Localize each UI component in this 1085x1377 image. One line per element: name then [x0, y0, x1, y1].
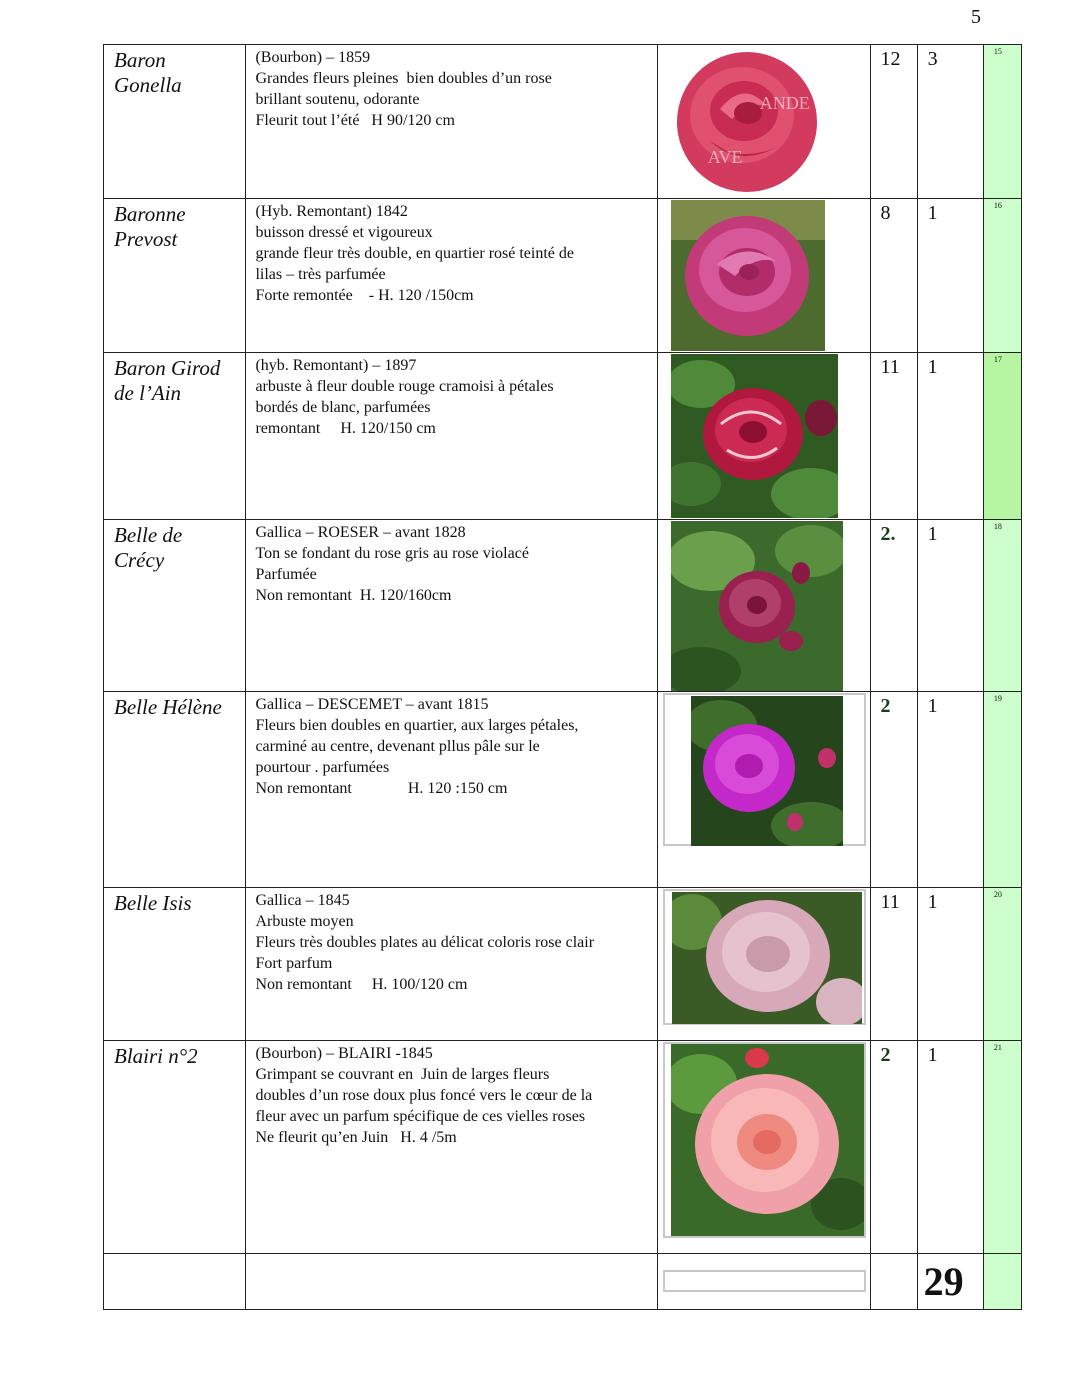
description-line: Gallica – 1845 — [255, 892, 350, 909]
description-line: arbuste à fleur double rouge cramoisi à pétales — [255, 378, 554, 395]
quantity: 8 — [880, 202, 891, 224]
total-row — [104, 1254, 1022, 1310]
table-row — [104, 520, 1022, 692]
quantity-secondary: 3 — [927, 48, 938, 70]
item-number: 21 — [993, 1043, 1002, 1052]
quantity-secondary: 1 — [927, 356, 938, 378]
description-line: Grandes fleurs pleines bien doubles d’un rose — [255, 70, 552, 87]
description-line: (Bourbon) – 1859 — [255, 49, 371, 66]
description-line: (hyb. Remontant) – 1897 — [255, 357, 417, 374]
rose-catalog-table — [103, 44, 1022, 1310]
quantity-secondary: 1 — [927, 1044, 938, 1066]
quantity: 11 — [880, 891, 900, 913]
description-line: Arbuste moyen — [255, 913, 354, 930]
quantity-secondary: 1 — [927, 523, 938, 545]
page-number: 5 — [971, 6, 981, 28]
rose-description — [246, 1041, 656, 1148]
rose-name: Belle Isis — [114, 891, 192, 915]
description-line: Non remontant H. 120/160cm — [255, 587, 452, 604]
description-line: fleur avec un parfum spécifique de ces vielles roses — [255, 1108, 586, 1125]
quantity-secondary: 1 — [927, 891, 938, 913]
watermark-text: ANDE — [759, 93, 810, 113]
description-line: Fort parfum — [255, 955, 333, 972]
description-line: lilas – très parfumée — [255, 266, 386, 283]
rose-description — [246, 888, 656, 995]
rose-description — [246, 199, 656, 306]
rose-photo — [671, 521, 843, 691]
total-count: 29 — [923, 1259, 964, 1304]
rose-description — [246, 353, 656, 439]
table-row — [104, 353, 1022, 520]
rose-photo — [670, 49, 825, 195]
rose-description — [246, 520, 656, 606]
empty-image-frame — [663, 1270, 866, 1292]
item-number: 17 — [993, 355, 1002, 364]
watermark-text: AVE — [707, 147, 743, 167]
description-line: Forte remontée - H. 120 /150cm — [255, 287, 474, 304]
description-line: carminé au centre, devenant pllus pâle sur le — [255, 738, 540, 755]
description-line: Fleurs très doubles plates au délicat coloris rose clair — [255, 934, 595, 951]
rose-description — [246, 45, 656, 131]
table-row — [104, 1041, 1022, 1254]
rose-name: Baronne Prevost — [114, 202, 186, 251]
table-row — [104, 888, 1022, 1041]
rose-photo — [671, 354, 838, 518]
rose-name: Baron Gonella — [114, 48, 182, 97]
description-line: grande fleur très double, en quartier rosé teinté de — [255, 245, 574, 262]
description-line: (Hyb. Remontant) 1842 — [255, 203, 408, 220]
rose-photo — [691, 696, 843, 846]
quantity: 2. — [880, 523, 896, 545]
description-line: remontant H. 120/150 cm — [255, 420, 436, 437]
description-line: Non remontant H. 120 :150 cm — [255, 780, 508, 797]
quantity: 12 — [880, 48, 901, 70]
item-number: 15 — [993, 47, 1002, 56]
quantity: 2 — [880, 695, 891, 717]
rose-name: Baron Girod de l’Ain — [114, 356, 221, 405]
description-line: Gallica – DESCEMET – avant 1815 — [255, 696, 489, 713]
rose-name: Belle Hélène — [114, 695, 222, 719]
rose-photo — [672, 892, 862, 1024]
item-number: 19 — [993, 694, 1002, 703]
rose-description — [246, 692, 656, 799]
description-line: Parfumée — [255, 566, 317, 583]
description-line: Fleurs bien doubles en quartier, aux larges pétales, — [255, 717, 579, 734]
description-line: bordés de blanc, parfumées — [255, 399, 431, 416]
description-line: Ton se fondant du rose gris au rose violacé — [255, 545, 529, 562]
quantity: 11 — [880, 356, 900, 378]
item-number: 16 — [993, 201, 1002, 210]
description-line: brillant soutenu, odorante — [255, 91, 420, 108]
table-row — [104, 45, 1022, 199]
item-number: 18 — [993, 522, 1002, 531]
description-line: pourtour . parfumées — [255, 759, 390, 776]
item-number: 20 — [993, 890, 1002, 899]
description-line: (Bourbon) – BLAIRI -1845 — [255, 1045, 433, 1062]
rose-photo — [671, 1044, 864, 1236]
rose-photo — [671, 200, 825, 351]
description-line: Ne fleurit qu’en Juin H. 4 /5m — [255, 1129, 457, 1146]
table-row — [104, 199, 1022, 353]
rose-name: Belle de Crécy — [114, 523, 183, 572]
quantity-secondary: 1 — [927, 202, 938, 224]
quantity-secondary: 1 — [927, 695, 938, 717]
quantity: 2 — [880, 1044, 891, 1066]
description-line: Non remontant H. 100/120 cm — [255, 976, 468, 993]
description-line: Grimpant se couvrant en Juin de larges fleurs — [255, 1066, 550, 1083]
description-line: doubles d’un rose doux plus foncé vers le cœur de la — [255, 1087, 593, 1104]
description-line: buisson dressé et vigoureux — [255, 224, 433, 241]
description-line: Gallica – ROESER – avant 1828 — [255, 524, 466, 541]
table-row — [104, 692, 1022, 888]
rose-name: Blairi n°2 — [114, 1044, 198, 1068]
description-line: Fleurit tout l’été H 90/120 cm — [255, 112, 455, 129]
